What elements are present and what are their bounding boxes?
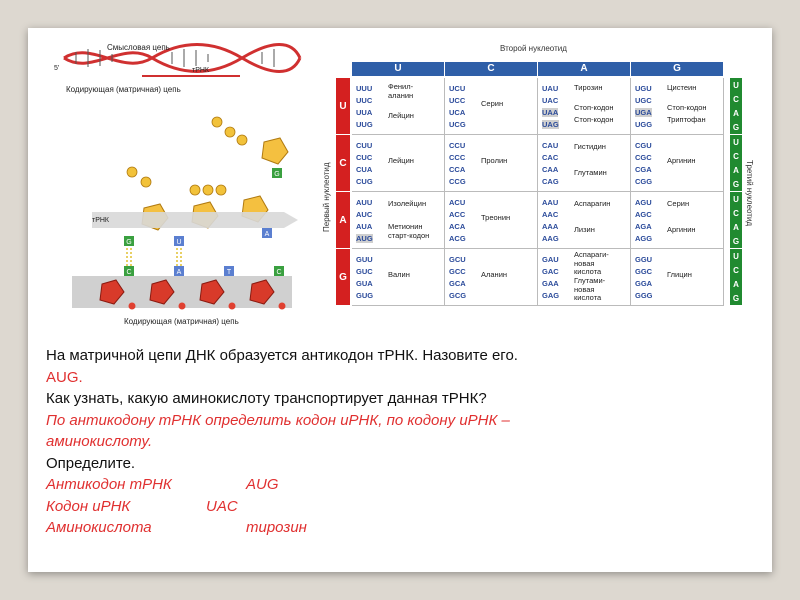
third-letter: C <box>733 94 739 104</box>
amino-acid-line: Пролин <box>481 156 508 165</box>
amino-acid-label <box>388 157 414 166</box>
row-header-A: A <box>336 192 350 248</box>
row-header-G: G <box>336 249 350 305</box>
amino-acid-line: Триптофан <box>667 115 706 124</box>
svg-text:A: A <box>176 269 182 276</box>
amino-acid-line: Стоп-кодон <box>574 103 614 112</box>
codon-UAA: UAA <box>542 108 559 117</box>
answer-2-line-1: По антикодону тРНК определить кодон иРНК, по кодону иРНК – <box>46 411 510 429</box>
codon-AGA: AGA <box>635 222 652 231</box>
codon-UCG: UCG <box>449 120 466 129</box>
amino-acid-line: Серин <box>481 99 504 108</box>
codon-ACU: ACU <box>449 198 466 207</box>
codon-UGG: UGG <box>635 120 653 129</box>
codon-GGG: GGG <box>635 291 653 300</box>
coding-strand-label: Кодирующая (матричная) цепь <box>66 85 181 94</box>
amino-acid-label <box>481 214 510 223</box>
amino-acid-line: кислота <box>574 293 602 302</box>
codon-CGG: CGG <box>635 177 653 186</box>
codon-ACC: ACC <box>449 210 466 219</box>
codon-AUA: AUA <box>356 222 373 231</box>
third-letter: G <box>732 236 740 246</box>
amino-acid-line: Изолейцин <box>388 199 427 208</box>
column-header-G: G <box>631 62 723 76</box>
result-anticodon-row <box>46 474 746 496</box>
codon-UGC: UGC <box>635 96 652 105</box>
codon-UGU: UGU <box>635 84 652 93</box>
codon-ACA: ACA <box>449 222 466 231</box>
row-header-C: C <box>336 135 350 191</box>
result-aminoacid-label: Аминокислота <box>46 519 152 536</box>
codon-CCU: CCU <box>449 141 466 150</box>
codon-GAA: GAA <box>542 279 559 288</box>
third-letter: G <box>732 293 740 303</box>
amino-acid-line: Лизин <box>574 225 595 234</box>
second-nucleotide-label: Второй нуклеотид <box>500 44 567 53</box>
third-letter: C <box>733 265 739 275</box>
first-nucleotide-label: Первый нуклеотид <box>322 162 331 232</box>
amino-acid-label <box>574 200 610 209</box>
third-letter: A <box>733 279 739 289</box>
amino-acid-line: Серин <box>667 199 690 208</box>
svg-text:A: A <box>264 231 270 238</box>
amino-acid-label <box>667 116 706 125</box>
codon-AGC: AGC <box>635 210 652 219</box>
amino-acid-label <box>574 169 607 178</box>
codon-CGC: CGC <box>635 153 652 162</box>
codon-UUC: UUC <box>356 96 373 105</box>
codon-CUA: CUA <box>356 165 373 174</box>
dna-helix <box>64 45 300 72</box>
svg-text:C: C <box>276 269 282 276</box>
codon-CCA: CCA <box>449 165 466 174</box>
codon-GUG: GUG <box>356 291 374 300</box>
third-letter: G <box>732 122 740 132</box>
result-anticodon-value: AUG <box>246 476 279 493</box>
row-header-U: U <box>336 78 350 134</box>
result-aminoacid-value: тирозин <box>246 519 307 536</box>
trna-small-label: тРНК <box>192 67 210 74</box>
trna-dna-diagram <box>52 40 302 330</box>
codon-GGC: GGC <box>635 267 653 276</box>
codon-UCA: UCA <box>449 108 466 117</box>
amino-acid-line: Стоп-кодон <box>574 115 614 124</box>
amino-acid-line: Валин <box>388 270 410 279</box>
codon-AUU: AUU <box>356 198 373 207</box>
codon-CGA: CGA <box>635 165 652 174</box>
amino-acid-line: Фенил- <box>388 82 414 91</box>
codon-UCC: UCC <box>449 96 466 105</box>
codon-ACG: ACG <box>449 234 466 243</box>
svg-text:G: G <box>126 239 132 246</box>
amino-acid-line: Аспарагин <box>574 199 611 208</box>
amino-acid-label <box>388 83 413 100</box>
amino-acid-line: Глутамин <box>574 168 607 177</box>
amino-acid-line: Аргинин <box>667 225 696 234</box>
third-letter: A <box>733 165 739 175</box>
third-nucleotide-column-G <box>730 249 742 305</box>
codon-UUG: UUG <box>356 120 373 129</box>
amino-acid-label <box>574 84 602 93</box>
codon-AAA: AAA <box>542 222 559 231</box>
amino-acid-label <box>574 116 614 125</box>
codon-AAU: AAU <box>542 198 559 207</box>
five-prime-label: 5' <box>54 65 60 72</box>
result-codon-row <box>46 496 746 518</box>
codon-GGU: GGU <box>635 255 653 264</box>
codon-AGG: AGG <box>635 234 653 243</box>
third-letter: C <box>733 208 739 218</box>
amino-acid-line: Аспараги- <box>574 250 609 259</box>
svg-text:G: G <box>274 171 280 178</box>
codon-UAU: UAU <box>542 84 559 93</box>
amino-acid-line: новая <box>574 258 595 268</box>
amino-acid-line: Глутами- <box>574 276 606 285</box>
result-codon-value: UAC <box>206 497 238 515</box>
codon-UUU: UUU <box>356 84 373 93</box>
coding-strand-bottom-label: Кодирующая (матричная) цепь <box>124 317 239 326</box>
svg-text:T: T <box>226 269 232 276</box>
amino-acid-line: Лейцин <box>388 111 414 120</box>
amino-acid-line: Метионин <box>388 222 423 231</box>
codon-GUU: GUU <box>356 255 373 264</box>
amino-acid-line: Лейцин <box>388 156 414 165</box>
codon-AAC: AAC <box>542 210 559 219</box>
amino-acid-line: старт-кодон <box>388 230 430 240</box>
amino-acid-label <box>667 104 707 113</box>
codon-table <box>320 42 754 308</box>
column-header-C: C <box>445 62 537 76</box>
codon-UCU: UCU <box>449 84 466 93</box>
codon-CUU: CUU <box>356 141 373 150</box>
third-nucleotide-column-C <box>730 135 742 191</box>
question-2: Как узнать, какую аминокислоту транспортирует данная тРНК? <box>46 390 487 407</box>
answer-2-line-2: аминокислоту. <box>46 433 153 450</box>
codon-AUG: AUG <box>356 234 373 243</box>
question-3: Определите. <box>46 454 136 472</box>
result-anticodon-label: Антикодон тРНК <box>46 476 172 493</box>
amino-acid-line: аланин <box>388 90 414 100</box>
codon-GAC: GAC <box>542 267 559 276</box>
amino-acid-label <box>388 112 414 121</box>
codon-CAG: CAG <box>542 177 559 186</box>
amino-acid-label <box>388 200 426 209</box>
codon-CUG: CUG <box>356 177 373 186</box>
amino-acid-label <box>574 104 614 113</box>
amino-acid-line: Глицин <box>667 270 692 279</box>
question-answer-text <box>46 345 746 539</box>
codon-GAG: GAG <box>542 291 560 300</box>
result-codon-label: Кодон иРНК <box>46 497 131 515</box>
codon-AAG: AAG <box>542 234 559 243</box>
amino-acid-label <box>574 143 606 152</box>
svg-text:U: U <box>176 239 182 246</box>
amino-acid-line: Аланин <box>481 270 508 279</box>
amino-acid-label <box>388 223 429 240</box>
amino-acid-label <box>481 100 503 109</box>
codon-GCA: GCA <box>449 279 466 288</box>
amino-acid-line: Стоп-кодон <box>667 103 707 112</box>
codon-UAC: UAC <box>542 96 559 105</box>
amino-acid-line: Цистеин <box>667 83 697 92</box>
codon-UAG: UAG <box>542 120 559 129</box>
amino-acid-line: Треонин <box>481 213 511 222</box>
answer-1: AUG. <box>46 368 83 386</box>
third-letter: A <box>733 108 739 118</box>
amino-acid-label <box>667 84 696 93</box>
trna-label: тРНК <box>92 217 110 224</box>
amino-acid-line: кислота <box>574 267 602 276</box>
codon-GUA: GUA <box>356 279 373 288</box>
codon-GUC: GUC <box>356 267 373 276</box>
amino-acid-label <box>574 277 605 303</box>
amino-acid-label <box>388 271 410 280</box>
codon-CCG: CCG <box>449 177 466 186</box>
codon-CGU: CGU <box>635 141 652 150</box>
amino-acid-label <box>481 157 507 166</box>
amino-acid-line: новая <box>574 284 595 294</box>
third-nucleotide-label: Третий нуклеотид <box>745 160 754 227</box>
dna-bases <box>124 266 284 276</box>
codon-GAU: GAU <box>542 255 559 264</box>
codon-GGA: GGA <box>635 279 653 288</box>
amino-acid-line: Аргинин <box>667 156 696 165</box>
result-aminoacid-row <box>46 517 746 539</box>
amino-acid-label <box>574 226 595 235</box>
column-header-U: U <box>352 62 444 76</box>
codon-UUA: UUA <box>356 108 373 117</box>
question-1: На матричной цепи ДНК образуется антикодон тРНК. Назовите его. <box>46 347 518 364</box>
codon-CAU: CAU <box>542 141 559 150</box>
amino-acid-label <box>667 226 696 235</box>
phosphate-chain <box>127 117 247 195</box>
third-letter: C <box>733 151 739 161</box>
third-letter: U <box>733 251 739 261</box>
codon-AUC: AUC <box>356 210 373 219</box>
amino-acid-label <box>667 157 696 166</box>
amino-acid-label <box>574 251 609 277</box>
codon-UGA: UGA <box>635 108 652 117</box>
third-letter: U <box>733 80 739 90</box>
codon-CAC: CAC <box>542 153 559 162</box>
amino-acid-label <box>667 271 692 280</box>
codon-CCC: CCC <box>449 153 466 162</box>
codon-GCC: GCC <box>449 267 466 276</box>
third-letter: A <box>733 222 739 232</box>
codon-CUC: CUC <box>356 153 373 162</box>
codon-GCU: GCU <box>449 255 466 264</box>
amino-acid-label <box>667 200 689 209</box>
amino-acid-line: Гистидин <box>574 142 606 151</box>
third-letter: U <box>733 137 739 147</box>
third-letter: G <box>732 179 740 189</box>
codon-GCG: GCG <box>449 291 467 300</box>
svg-text:C: C <box>126 269 132 276</box>
sense-strand-label: Смысловая цепь <box>107 43 170 52</box>
amino-acid-label <box>481 271 507 280</box>
amino-acid-line: Тирозин <box>574 83 603 92</box>
third-nucleotide-column-A <box>730 192 742 248</box>
third-letter: U <box>733 194 739 204</box>
third-nucleotide-column-U <box>730 78 742 134</box>
column-header-A: A <box>538 62 630 76</box>
codon-CAA: CAA <box>542 165 559 174</box>
codon-AGU: AGU <box>635 198 652 207</box>
